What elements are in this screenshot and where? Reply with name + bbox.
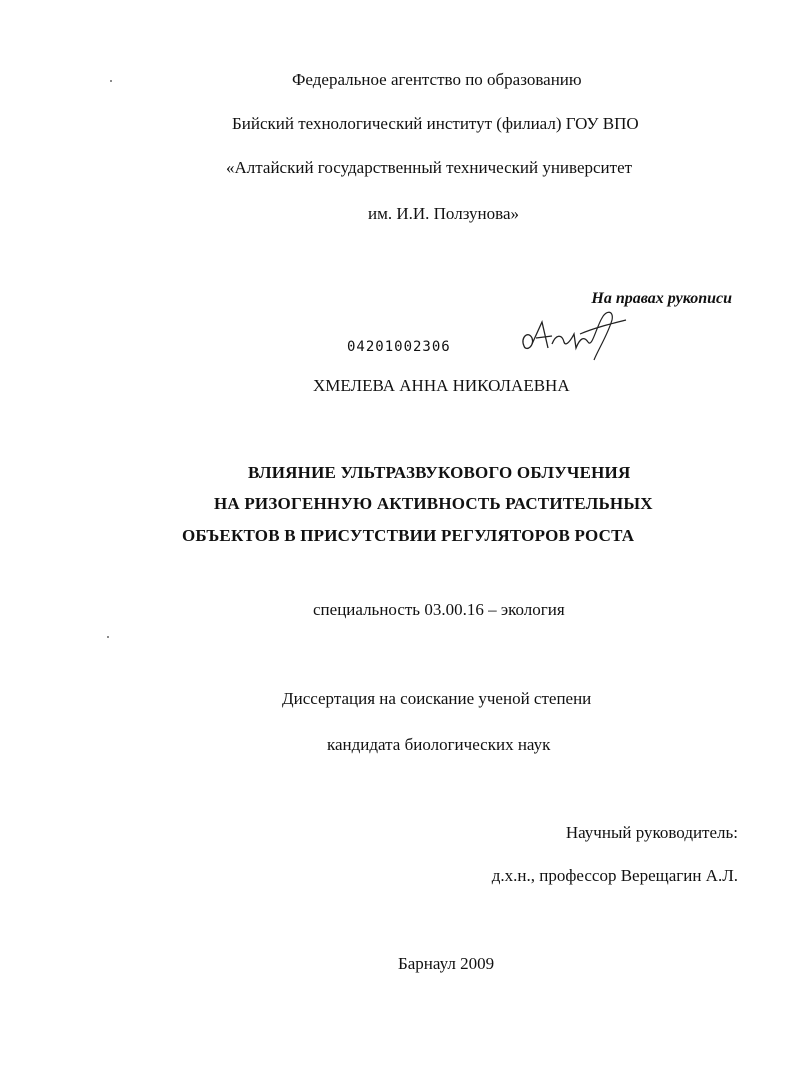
author-name: ХМЕЛЕВА АННА НИКОЛАЕВНА <box>313 376 570 395</box>
university-name: «Алтайский государственный технический университет <box>226 158 633 177</box>
supervisor-label: Научный руководитель: <box>565 823 738 842</box>
degree-line: Диссертация на соискание ученой степени <box>282 689 592 708</box>
specialty: специальность 03.00.16 – экология <box>313 600 565 619</box>
scan-artifact-dot <box>107 636 109 638</box>
degree-line: кандидата биологических наук <box>327 735 551 754</box>
scan-artifact-dot <box>110 80 112 82</box>
dissertation-title-line: ОБЪЕКТОВ В ПРИСУТСТВИИ РЕГУЛЯТОРОВ РОСТА <box>182 526 635 545</box>
dissertation-title-line: НА РИЗОГЕННУЮ АКТИВНОСТЬ РАСТИТЕЛЬНЫХ <box>214 494 653 513</box>
manuscript-note: На правах рукописи <box>591 290 732 307</box>
dissertation-title-line: ВЛИЯНИЕ УЛЬТРАЗВУКОВОГО ОБЛУЧЕНИЯ <box>248 463 631 482</box>
supervisor-name: д.х.н., профессор Верещагин А.Л. <box>491 866 738 885</box>
city-year: Барнаул 2009 <box>398 954 495 973</box>
signature-image <box>518 308 630 366</box>
catalog-code: 04201002306 <box>347 339 451 355</box>
agency-name: Федеральное агентство по образованию <box>292 70 582 89</box>
institute-name: Бийский технологический институт (филиал) ГОУ ВПО <box>232 114 639 133</box>
university-named-after: им. И.И. Ползунова» <box>368 204 519 223</box>
